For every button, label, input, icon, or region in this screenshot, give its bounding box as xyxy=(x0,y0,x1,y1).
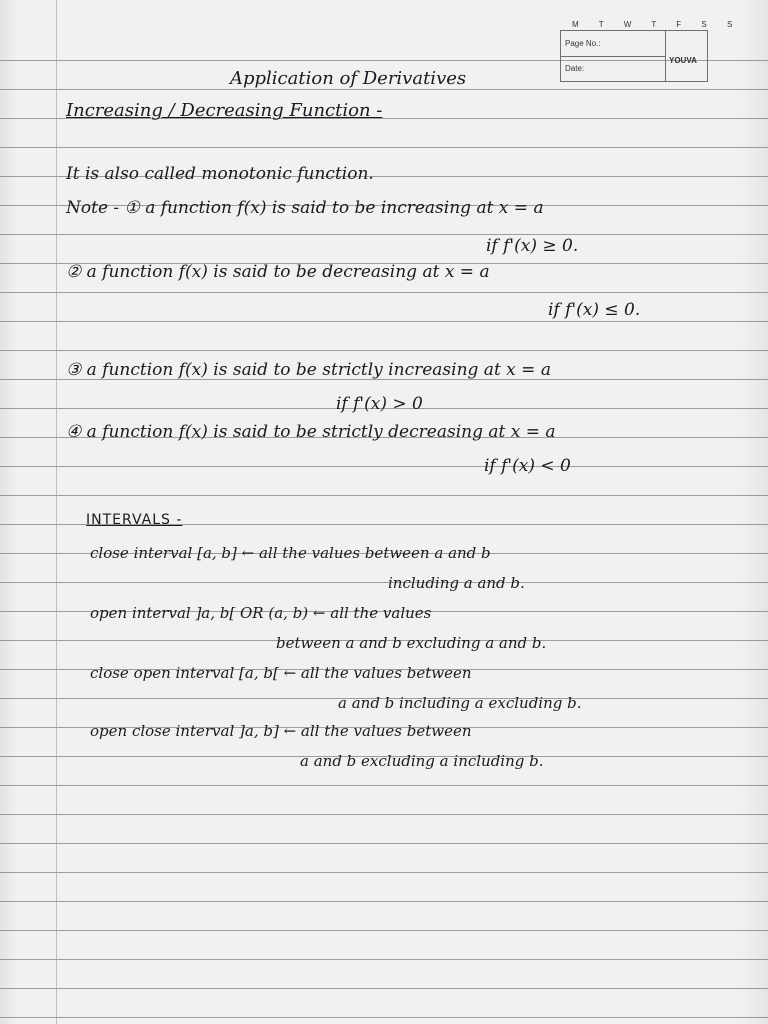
ruled-line xyxy=(0,466,768,467)
interval-1-line2: including a and b. xyxy=(388,574,525,592)
note-item-1: Note - ① a function f(x) is said to be increasing at x = a xyxy=(66,198,544,218)
section-heading: Increasing / Decreasing Function - xyxy=(66,100,383,121)
note-item-4: ④ a function f(x) is said to be strictly decreasing at x = a xyxy=(66,422,556,442)
ruled-line xyxy=(0,959,768,960)
ruled-line xyxy=(0,843,768,844)
ruled-line xyxy=(0,930,768,931)
interval-3-line1: close open interval [a, b[ ← all the values between xyxy=(90,664,472,682)
date-label: Date: xyxy=(565,64,585,73)
ruled-line xyxy=(0,89,768,90)
margin-line xyxy=(56,0,57,1024)
page-info-box xyxy=(560,30,708,82)
note-item-4-condition: if f'(x) < 0 xyxy=(484,456,571,476)
ruled-line xyxy=(0,814,768,815)
box-divider xyxy=(665,31,666,81)
note-item-2: ② a function f(x) is said to be decreasing at x = a xyxy=(66,262,490,282)
page-title: Application of Derivatives xyxy=(230,68,467,89)
interval-4-line1: open close interval ]a, b] ← all the values between xyxy=(90,722,472,740)
ruled-line xyxy=(0,582,768,583)
ruled-line xyxy=(0,785,768,786)
note-item-2-condition: if f'(x) ≤ 0. xyxy=(548,300,641,320)
ruled-line xyxy=(0,495,768,496)
ruled-line xyxy=(0,147,768,148)
date-row xyxy=(561,56,665,81)
intervals-heading: INTERVALS - xyxy=(86,512,183,528)
ruled-line xyxy=(0,872,768,873)
ruled-line xyxy=(0,988,768,989)
interval-4-line2: a and b excluding a including b. xyxy=(300,752,544,770)
interval-2-line1: open interval ]a, b[ OR (a, b) ← all the values xyxy=(90,604,432,622)
interval-1-line1: close interval [a, b] ← all the values between a and b xyxy=(90,544,491,562)
ruled-line xyxy=(0,292,768,293)
page-no-row xyxy=(561,31,665,57)
brand-label: YOUVA xyxy=(669,56,697,65)
interval-3-line2: a and b including a excluding b. xyxy=(338,694,582,712)
note-item-3: ③ a function f(x) is said to be strictly increasing at x = a xyxy=(66,360,551,380)
ruled-line xyxy=(0,321,768,322)
ruled-line xyxy=(0,350,768,351)
ruled-line xyxy=(0,234,768,235)
weekday-strip: M T W T F S S xyxy=(572,20,742,29)
ruled-line xyxy=(0,1017,768,1018)
page-no-label: Page No.: xyxy=(565,39,601,48)
intro-line: It is also called monotonic function. xyxy=(66,164,374,184)
ruled-line xyxy=(0,901,768,902)
note-item-1-condition: if f'(x) ≥ 0. xyxy=(486,236,579,256)
interval-2-line2: between a and b excluding a and b. xyxy=(276,634,547,652)
note-item-3-condition: if f'(x) > 0 xyxy=(336,394,423,414)
